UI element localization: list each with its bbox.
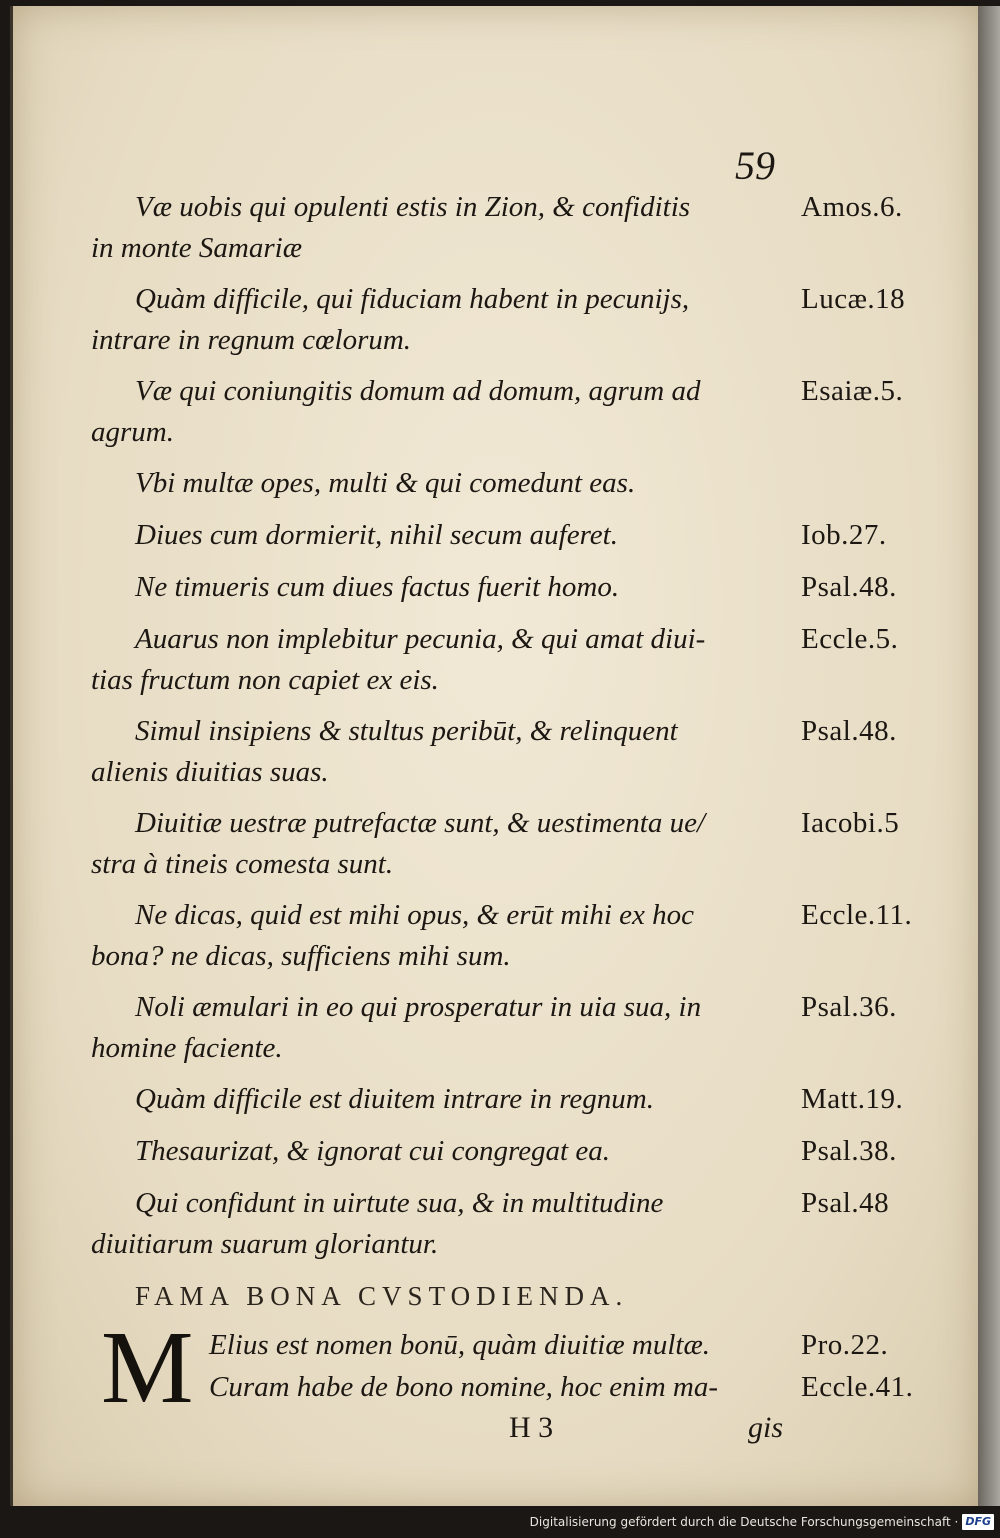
page-body — [91, 186, 931, 1448]
scripture-reference: Eccle.5. — [801, 623, 899, 655]
quotation-line — [91, 894, 931, 936]
scripture-reference: Psal.48. — [801, 715, 897, 747]
quotation-line — [91, 186, 931, 228]
drop-cap: M — [101, 1310, 194, 1425]
quotation-entry — [91, 1078, 931, 1120]
quotation-text: Ne timueris cum diues factus fuerit homo. — [135, 571, 620, 603]
quotation-text: Quàm difficile est diuitem intrare in regnum. — [135, 1083, 654, 1115]
quotation-entry — [91, 566, 931, 608]
quotation-text: Væ qui coniungitis domum ad domum, agrum ad — [135, 375, 701, 407]
quotation-entry — [91, 370, 931, 452]
quotation-line — [91, 1078, 931, 1120]
scripture-reference: Lucæ.18 — [801, 283, 906, 315]
book-page — [10, 6, 981, 1506]
quotation-entry — [91, 894, 931, 976]
dfg-logo: DFG — [962, 1514, 994, 1530]
quotation-text: Simul insipiens & stultus peribūt, & relinquent — [135, 715, 678, 747]
quotation-text: Auarus non implebitur pecunia, & qui amat diui- — [135, 623, 706, 655]
quotation-line — [91, 462, 931, 504]
digitization-credit — [530, 1508, 994, 1536]
quotation-continuation: intrare in regnum cœlorum. — [91, 324, 412, 356]
quotation-continuation: tias fructum non capiet ex eis. — [91, 664, 439, 696]
quotation-text: Væ uobis qui opulenti estis in Zion, & confiditis — [135, 191, 691, 223]
signature-mark: H 3 — [509, 1411, 554, 1444]
quotation-line — [91, 566, 931, 608]
quotation-continuation: alienis diuitias suas. — [91, 756, 329, 788]
scripture-reference: Psal.48 — [801, 1187, 890, 1219]
quotation-line — [91, 370, 931, 412]
scripture-reference: Psal.36. — [801, 991, 897, 1023]
quotation-text: Vbi multæ opes, multi & qui comedunt eas. — [135, 467, 636, 499]
quotation-entry — [91, 462, 931, 504]
scripture-reference: Psal.48. — [801, 571, 897, 603]
quotation-continuation: homine faciente. — [91, 1032, 283, 1064]
scripture-reference: Matt.19. — [801, 1083, 904, 1115]
quotation-text: Curam habe de bono nomine, hoc enim ma- — [209, 1371, 719, 1403]
quotation-entry — [91, 802, 931, 884]
scripture-reference: Pro.22. — [801, 1329, 889, 1361]
scan-gutter — [978, 6, 1000, 1506]
quotation-line — [91, 986, 931, 1028]
quotation-line — [91, 1182, 931, 1224]
section-heading: FAMA BONA CVSTODIENDA. — [135, 1281, 629, 1311]
quotation-continuation: stra à tineis comesta sunt. — [91, 848, 394, 880]
quotation-continuation: in monte Samariæ — [91, 232, 303, 264]
catchword: gis — [747, 1411, 783, 1444]
quotation-line — [91, 1130, 931, 1172]
quotation-entry — [91, 710, 931, 792]
quotation-text: Noli æmulari in eo qui prosperatur in uia sua, in — [135, 991, 702, 1023]
scripture-reference: Iob.27. — [801, 519, 887, 551]
scripture-reference: Amos.6. — [801, 191, 903, 223]
quotation-text: Quàm difficile, qui fiduciam habent in pecunijs, — [135, 283, 690, 315]
quotation-continuation: diuitiarum suarum gloriantur. — [91, 1228, 439, 1260]
quotation-line — [91, 618, 931, 660]
section-opening — [91, 1310, 931, 1425]
quotation-line — [91, 514, 931, 556]
quotation-text: Diues cum dormierit, nihil secum auferet. — [135, 519, 618, 551]
quotation-continuation: bona? ne dicas, sufficiens mihi sum. — [91, 940, 511, 972]
quotation-text: Elius est nomen bonū, quàm diuitiæ multæ. — [209, 1329, 711, 1361]
quotation-line — [91, 1324, 931, 1366]
scripture-reference: Esaiæ.5. — [801, 375, 904, 407]
quotation-text: Qui confidunt in uirtute sua, & in multitudine — [135, 1187, 664, 1219]
scripture-reference: Iacobi.5 — [801, 807, 900, 839]
quotation-continuation: agrum. — [91, 416, 174, 448]
quotation-text: Ne dicas, quid est mihi opus, & erūt mihi ex hoc — [135, 899, 694, 931]
quotation-entry — [91, 186, 931, 268]
page-footer — [91, 1408, 931, 1448]
scripture-reference: Psal.38. — [801, 1135, 897, 1167]
credit-text: Digitalisierung gefördert durch die Deutsche Forschungsgemeinschaft · — [529, 1515, 959, 1529]
quotation-line — [91, 802, 931, 844]
quotation-entry — [91, 1182, 931, 1264]
scripture-reference: Eccle.11. — [801, 899, 913, 931]
quotation-entry — [91, 618, 931, 700]
quotation-entry — [91, 1130, 931, 1172]
quotation-entry — [91, 514, 931, 556]
quotation-line — [91, 1366, 931, 1408]
scripture-reference: Eccle.41. — [801, 1371, 914, 1403]
quotation-line — [91, 710, 931, 752]
quotation-line — [91, 278, 931, 320]
quotation-text: Thesaurizat, & ignorat cui congregat ea. — [135, 1135, 610, 1167]
quotation-text: Diuitiæ uestræ putrefactæ sunt, & uestimenta ue/ — [135, 807, 706, 839]
quotation-entry — [91, 278, 931, 360]
quotation-entry — [91, 986, 931, 1068]
page-number: 59 — [735, 143, 775, 188]
